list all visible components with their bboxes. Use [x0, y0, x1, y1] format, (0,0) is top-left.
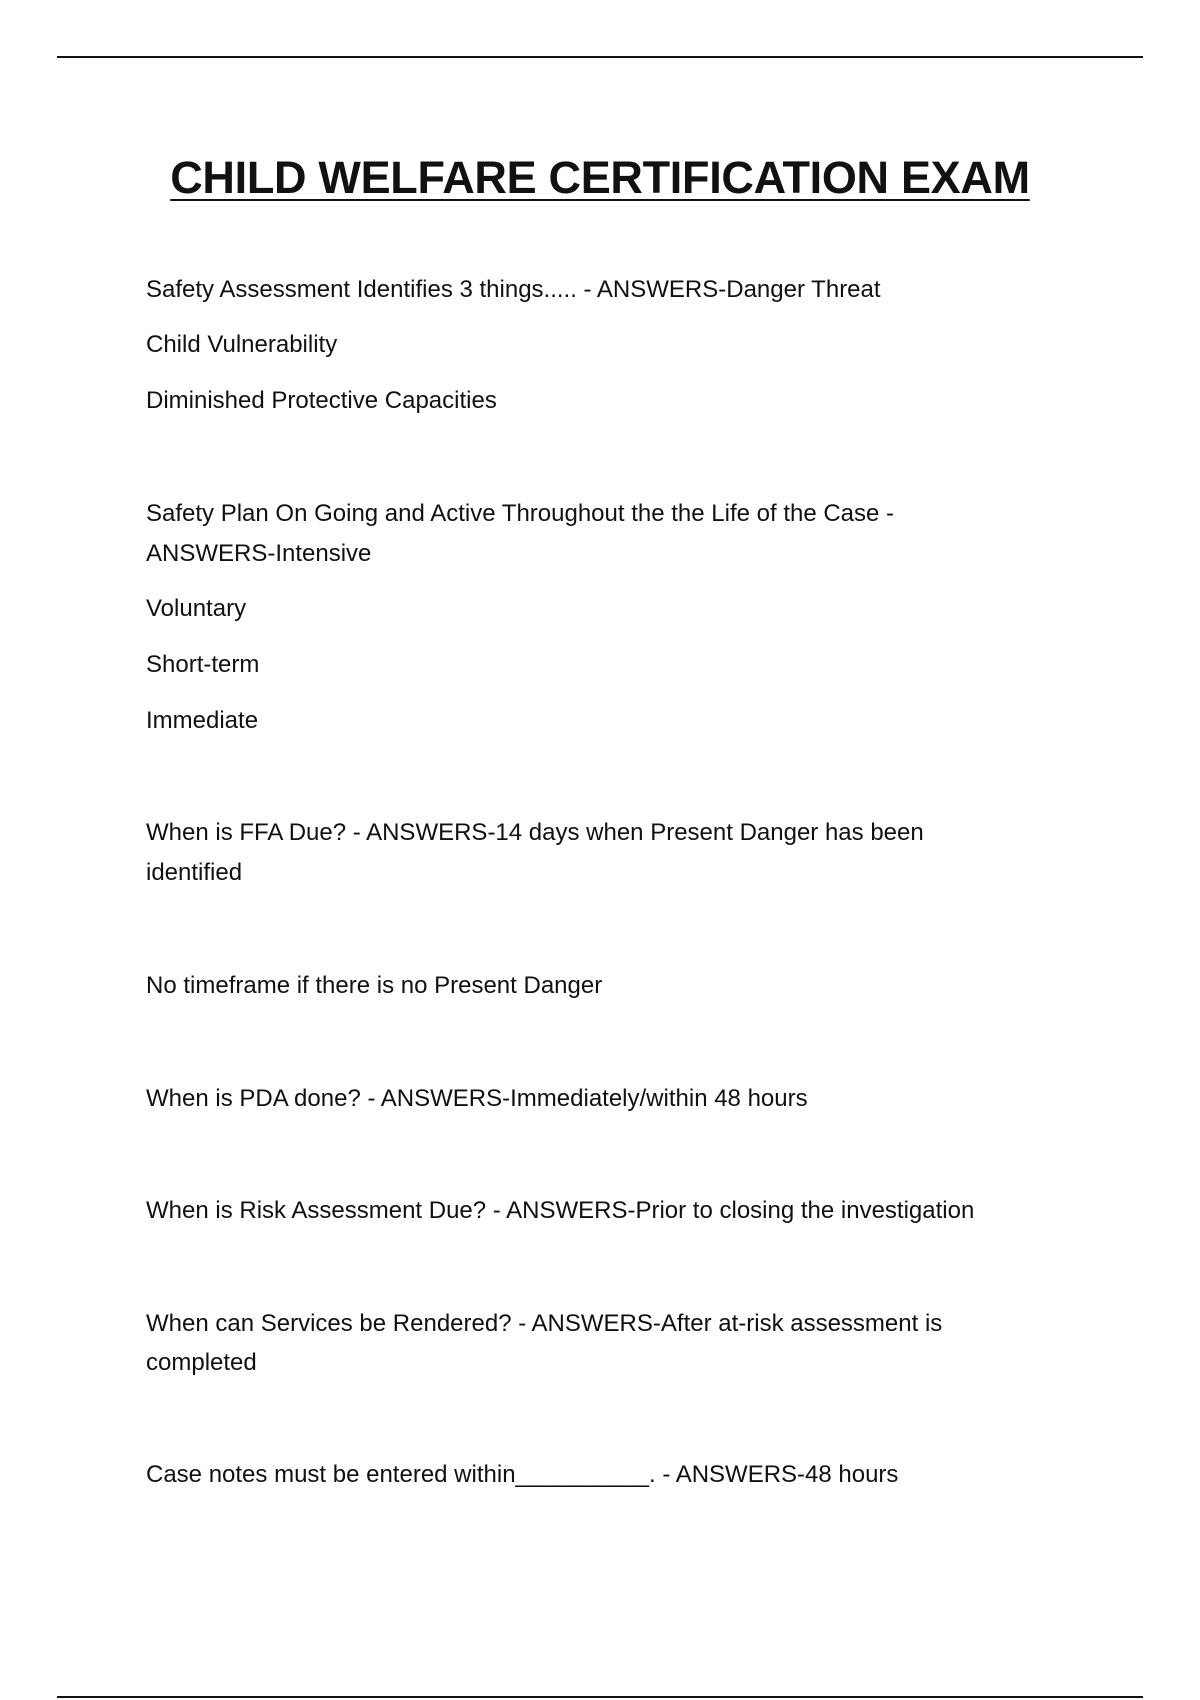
top-rule	[57, 56, 1143, 58]
qa-line: ANSWERS-Intensive	[146, 540, 372, 567]
qa-line: Immediate	[146, 707, 259, 734]
qa-line: When is FFA Due? - ANSWERS-14 days when Present Danger has been	[146, 819, 924, 846]
qa-line: When is PDA done? - ANSWERS-Immediately/within 48 hours	[146, 1085, 808, 1112]
qa-line: When is Risk Assessment Due? - ANSWERS-Prior to closing the investigation	[146, 1197, 975, 1224]
qa-line: No timeframe if there is no Present Danger	[146, 972, 603, 999]
qa-line: Child Vulnerability	[146, 331, 338, 358]
qa-line: identified	[146, 859, 243, 886]
qa-line: Diminished Protective Capacities	[146, 387, 497, 414]
qa-line: completed	[146, 1349, 257, 1376]
bottom-rule	[57, 1696, 1143, 1698]
page-title	[0, 150, 1200, 206]
qa-line: Safety Assessment Identifies 3 things..... - ANSWERS-Danger Threat	[146, 276, 881, 303]
qa-line: When can Services be Rendered? - ANSWERS-After at-risk assessment is	[146, 1310, 943, 1337]
qa-line: Short-term	[146, 651, 260, 678]
page-title-text: CHILD WELFARE CERTIFICATION EXAM	[170, 152, 1030, 203]
qa-line: Safety Plan On Going and Active Throughout the the Life of the Case -	[146, 500, 895, 527]
qa-line: Case notes must be entered within__________. - ANSWERS-48 hours	[146, 1461, 899, 1488]
qa-line: Voluntary	[146, 595, 247, 622]
